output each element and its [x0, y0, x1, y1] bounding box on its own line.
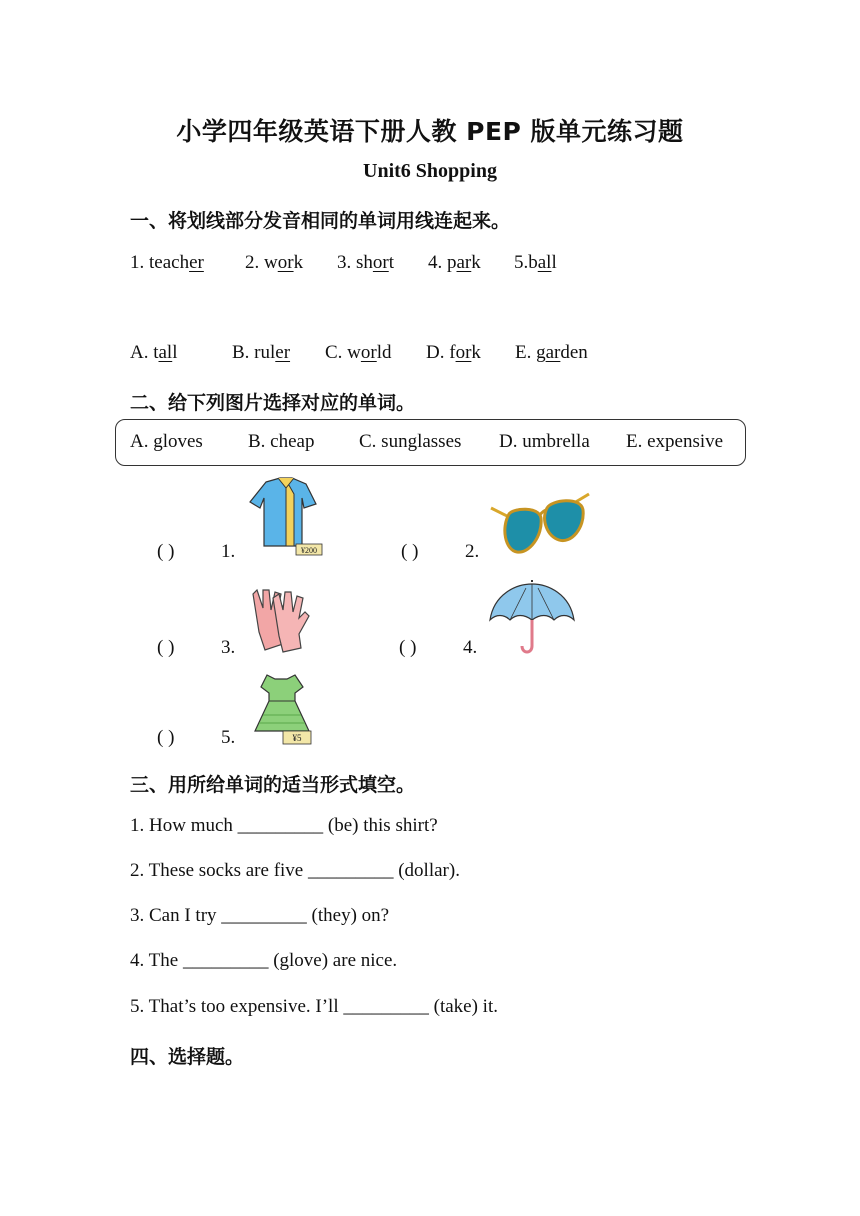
fill-question-1: 1. How much _________ (be) this shirt? — [130, 815, 438, 836]
bottom-word-a: A. tall — [130, 342, 178, 363]
option-a: A. gloves — [130, 431, 203, 452]
top-word-1: 1. teacher — [130, 252, 204, 273]
option-e: E. expensive — [626, 431, 724, 452]
umbrella-icon — [486, 580, 578, 656]
top-word-5: 5.ball — [514, 252, 557, 273]
word-bank-box — [115, 419, 746, 466]
item-number-5: 5. — [221, 727, 236, 748]
answer-blank-5[interactable]: ( ) — [157, 727, 175, 748]
option-b: B. cheap — [248, 431, 315, 452]
fill-question-3: 3. Can I try _________ (they) on? — [130, 905, 390, 926]
top-word-4: 4. park — [428, 252, 481, 273]
price-tag-label: ¥200 — [301, 546, 317, 555]
fill-question-5: 5. That’s too expensive. I’ll _________ (take) it. — [130, 996, 498, 1017]
answer-blank-1[interactable]: ( ) — [157, 541, 175, 562]
answer-blank-4[interactable]: ( ) — [399, 637, 417, 658]
sunglasses-icon — [489, 488, 591, 558]
section3-heading: 三、用所给单词的适当形式填空。 — [130, 774, 416, 796]
item-number-1: 1. — [221, 541, 236, 562]
top-word-2: 2. work — [245, 252, 304, 273]
dress-with-price-tag-icon — [249, 671, 315, 747]
answer-blank-3[interactable]: ( ) — [157, 637, 175, 658]
section4-heading: 四、选择题。 — [130, 1046, 245, 1068]
bottom-word-e: E. garden — [515, 342, 588, 363]
item-number-3: 3. — [221, 637, 236, 658]
answer-blank-2[interactable]: ( ) — [401, 541, 419, 562]
bottom-word-b: B. ruler — [232, 342, 291, 363]
option-c: C. sunglasses — [359, 431, 462, 452]
section2-heading: 二、给下列图片选择对应的单词。 — [130, 392, 416, 414]
fill-question-2: 2. These socks are five _________ (dollar). — [130, 860, 460, 881]
page-title: 小学四年级英语下册人教 PEP 版单元练习题 — [176, 117, 684, 146]
gloves-icon — [243, 584, 315, 656]
fill-question-4: 4. The _________ (glove) are nice. — [130, 950, 398, 971]
item-number-4: 4. — [463, 637, 478, 658]
section1-heading: 一、将划线部分发音相同的单词用线连起来。 — [130, 210, 511, 232]
item-number-2: 2. — [465, 541, 480, 562]
bottom-word-d: D. fork — [426, 342, 481, 363]
top-word-3: 3. short — [337, 252, 395, 273]
shirt-with-price-tag-icon — [246, 474, 326, 558]
price-tag-label: ¥5 — [292, 733, 302, 743]
option-d: D. umbrella — [499, 431, 590, 452]
bottom-word-c: C. world — [325, 342, 392, 363]
page-subtitle: Unit6 Shopping — [363, 160, 497, 182]
